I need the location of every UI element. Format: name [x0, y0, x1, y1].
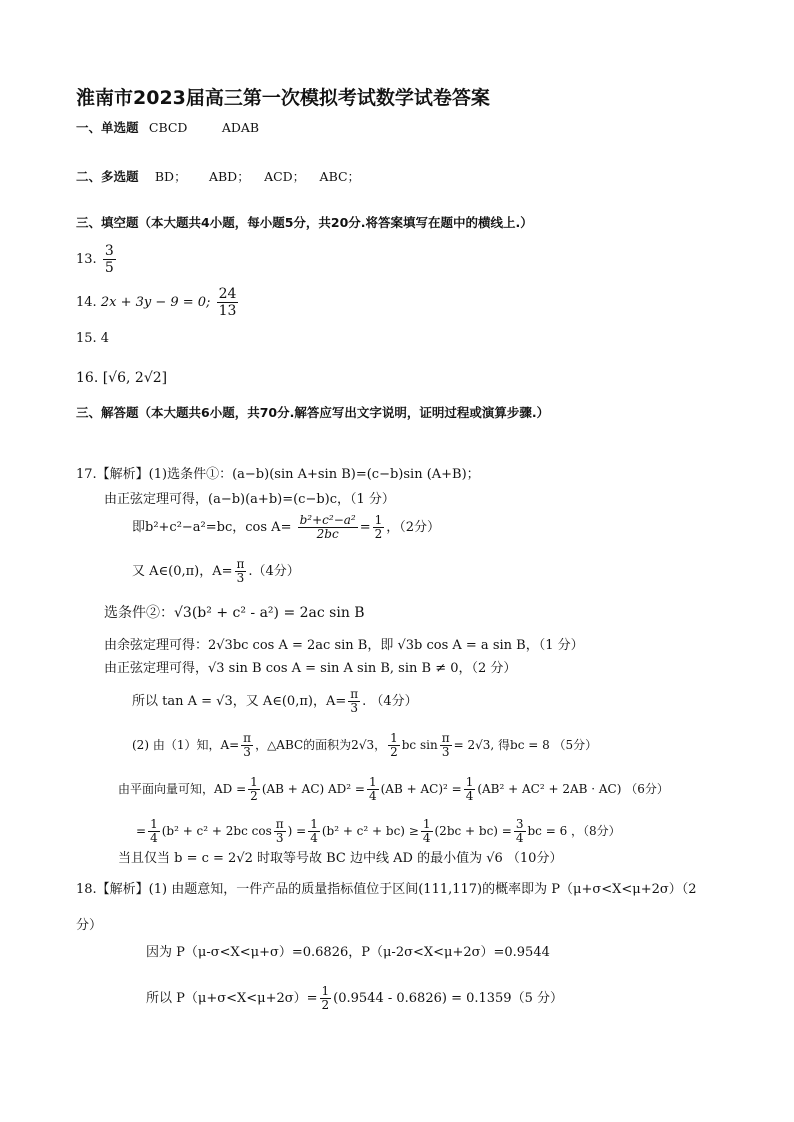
numerator: 1 — [250, 775, 258, 789]
fill-blank-header: 三、填空题（本大题共4小题，每小题5分，共20分.将答案填写在题中的横线上.） — [76, 215, 533, 230]
numerator: 1 — [321, 984, 330, 998]
text: ，（2分） — [386, 520, 441, 535]
q18-line-2: 因为 P（μ-σ<X<μ+σ）=0.6826，P（μ-2σ<X<μ+2σ）=0.9544 — [146, 945, 550, 960]
text: .（4分） — [248, 564, 300, 579]
text: bc = 6 ，（8分） — [527, 824, 621, 838]
fraction — [320, 985, 332, 1012]
text: 所以 P（μ+σ<X<μ+2σ）= — [146, 991, 318, 1006]
denominator: 2 — [321, 998, 330, 1012]
denominator: 3 — [275, 831, 284, 845]
text: 即b²+c²−a²=bc，cos A= — [132, 520, 292, 535]
q17-line-6: 由余弦定理可得：2√3bc cos A = 2ac sin B，即 √3b cos A = a sin B，（1 分） — [104, 638, 584, 653]
equation: 2x + 3y − 9 = 0; — [100, 295, 211, 310]
denominator: 5 — [104, 260, 114, 276]
fraction — [421, 818, 433, 845]
text: (AB + AC)² = — [380, 782, 462, 796]
denominator: 4 — [422, 831, 431, 845]
fraction — [388, 732, 400, 759]
q17-line-12: 当且仅当 b = c = 2√2 时取等号故 BC 边中线 AD 的最小值为 √6 （10分） — [118, 851, 563, 866]
denominator: 4 — [150, 831, 158, 845]
text: 由平面向量可知，AD = — [118, 782, 247, 796]
q18-line-3 — [146, 985, 563, 1012]
single-choice-section — [76, 119, 259, 137]
text: (AB + AC) AD² = — [261, 782, 365, 796]
denominator: 2 — [250, 789, 258, 803]
denominator: 3 — [441, 745, 450, 759]
numerator: 1 — [422, 817, 431, 831]
numerator: 1 — [465, 775, 474, 789]
q18-line-1-cont: 分） — [76, 918, 103, 933]
q17-line-10 — [118, 776, 669, 803]
numerator: 3 — [104, 243, 114, 259]
multi-choice-answer: ABD； — [208, 169, 250, 184]
denominator: 2bc — [316, 527, 339, 541]
numerator: π — [350, 687, 359, 701]
denominator: 4 — [465, 789, 474, 803]
denominator: 3 — [350, 701, 358, 715]
answer-13 — [76, 243, 118, 276]
numerator: π — [236, 557, 245, 571]
q17-line-4 — [132, 558, 300, 585]
text: = 2√3, 得bc = 8 （5分） — [453, 738, 598, 752]
fraction — [241, 732, 253, 759]
q17-line-1: 17.【解析】(1)选条件①：(a−b)(sin A+sin B)=(c−b)sin (A+B)； — [76, 467, 480, 482]
fraction — [217, 286, 239, 319]
denominator: 4 — [310, 831, 318, 845]
text: bc sin — [401, 738, 438, 752]
text: (AB² + AC² + 2AB · AC) （6分） — [477, 782, 669, 796]
question-number: 14. — [76, 295, 97, 310]
answer-15: 15. 4 — [76, 331, 110, 346]
question-number: 13. — [76, 252, 97, 267]
denominator: 2 — [374, 527, 383, 541]
numerator: 1 — [150, 817, 158, 831]
q17-line-7: 由正弦定理可得，√3 sin B cos A = sin A sin B, sin B ≠ 0，（2 分） — [104, 661, 517, 676]
text: (b² + c² + bc) ≥ — [321, 824, 419, 838]
fraction — [235, 558, 247, 585]
numerator: 24 — [218, 286, 237, 302]
text: (0.9544 - 0.6826) = 0.1359（5 分） — [333, 991, 563, 1006]
text: (2bc + bc) = — [434, 824, 512, 838]
multi-choice-label: 二、多选题 — [76, 169, 139, 184]
numerator: π — [441, 731, 450, 745]
fraction — [367, 776, 379, 803]
text: 又 A∈(0,π)，A= — [132, 564, 233, 579]
multi-choice-answer: BD； — [154, 169, 187, 184]
fraction — [148, 818, 160, 845]
text: 所以 tan A = √3，又 A∈(0,π)，A= — [132, 694, 347, 709]
q17-line-2: 由正弦定理可得，(a−b)(a+b)=(c−b)c，（1 分） — [104, 492, 395, 507]
q17-line-3 — [132, 514, 440, 541]
interval: [√6, 2√2] — [102, 370, 168, 386]
question-number: 16. — [76, 370, 99, 386]
multi-choice-answer: ABC； — [319, 169, 361, 184]
text: (2) 由（1）知，A= — [132, 738, 240, 752]
q17-line-5: 选条件②：√3(b² + c² - a²) = 2ac sin B — [104, 605, 365, 621]
answer-14 — [76, 286, 240, 319]
fraction — [514, 818, 526, 845]
denominator: 2 — [390, 745, 398, 759]
text: ) = — [287, 824, 307, 838]
numerator: 1 — [310, 817, 318, 831]
numerator: 1 — [374, 513, 383, 527]
numerator: b²+c²−a² — [299, 513, 356, 527]
single-choice-label: 一、单选题 — [76, 120, 139, 135]
text: ，△ABC的面积为2√3， — [255, 738, 387, 752]
multi-choice-answer: ACD； — [264, 169, 306, 184]
fraction — [464, 776, 476, 803]
page-title: 淮南市2023届高三第一次模拟考试数学试卷答案 — [76, 87, 490, 109]
fraction — [440, 732, 452, 759]
single-choice-answers-1: CBCD — [148, 120, 188, 135]
fraction — [274, 818, 286, 845]
text: = — [359, 520, 371, 535]
numerator: π — [275, 817, 284, 831]
denominator: 13 — [218, 303, 237, 319]
q17-line-9 — [132, 732, 597, 759]
multi-choice-section — [76, 168, 360, 186]
denominator: 4 — [368, 789, 377, 803]
fraction — [373, 514, 385, 541]
fraction — [298, 514, 358, 541]
denominator: 4 — [515, 831, 524, 845]
fraction — [348, 688, 360, 715]
q17-line-11 — [136, 818, 621, 845]
answer-16 — [76, 369, 167, 387]
fraction — [248, 776, 260, 803]
solution-header: 三、解答题（本大题共6小题，共70分.解答应写出文字说明，证明过程或演算步骤.） — [76, 405, 550, 420]
numerator: 1 — [390, 731, 398, 745]
denominator: 3 — [236, 571, 245, 585]
fraction — [308, 818, 320, 845]
single-choice-answers-2: ADAB — [221, 120, 260, 135]
fraction — [103, 243, 116, 276]
q18-line-1: 18.【解析】(1) 由题意知，一件产品的质量指标值位于区间(111,117)的概率即为 P（μ+σ<X<μ+2σ）（2 — [76, 882, 697, 897]
q17-line-8 — [132, 688, 418, 715]
text: (b² + c² + 2bc cos — [161, 824, 272, 838]
numerator: π — [243, 731, 252, 745]
numerator: 1 — [368, 775, 377, 789]
text: . （4分） — [362, 694, 418, 709]
numerator: 3 — [515, 817, 524, 831]
denominator: 3 — [243, 745, 251, 759]
text: = — [136, 824, 147, 838]
